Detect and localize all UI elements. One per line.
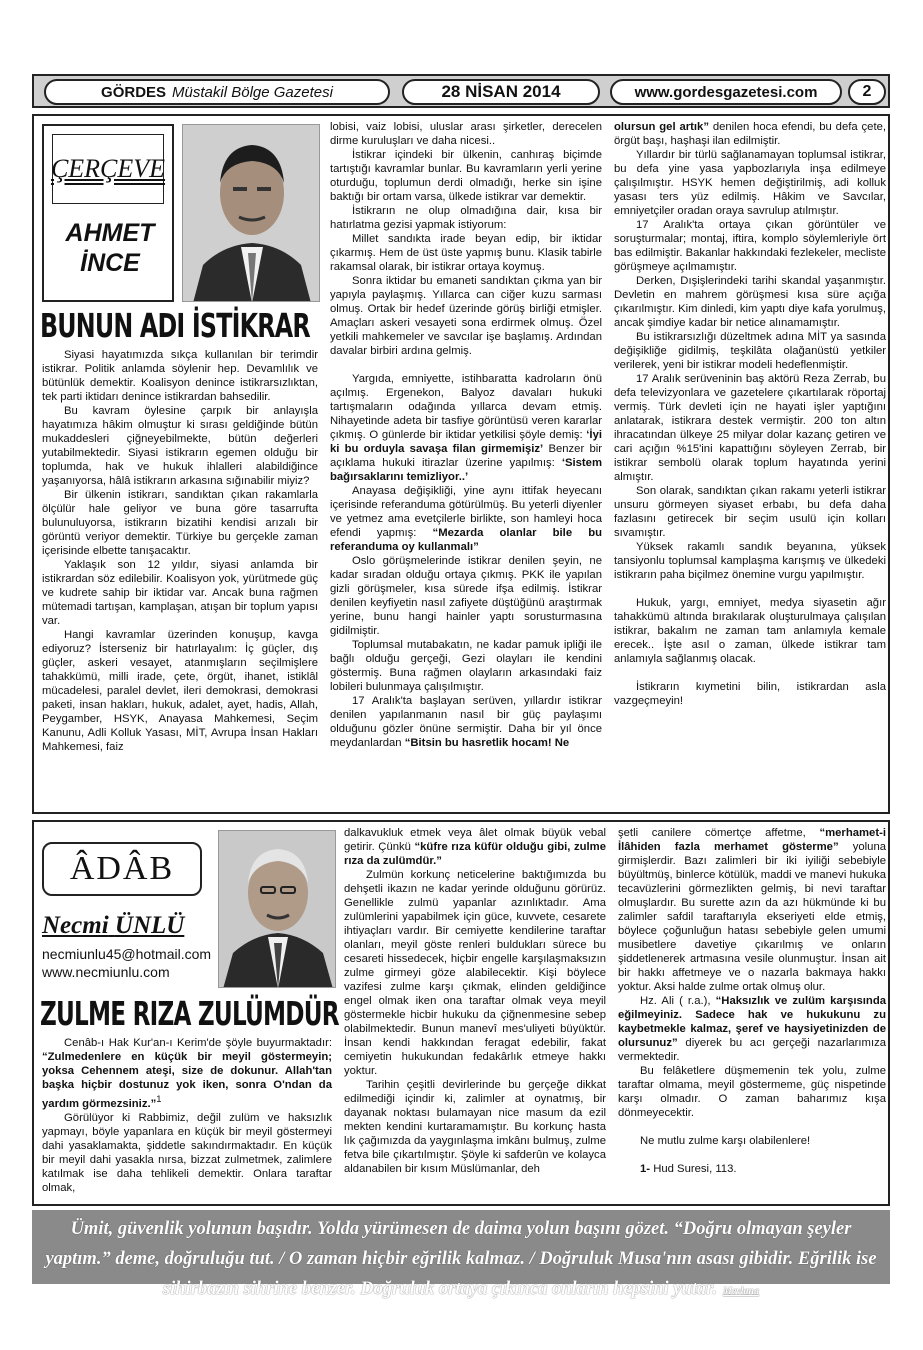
paragraph: Hangi kavramlar üzerinden konuşup, kavga ediyoruz? İsterseniz bir hatırlayalım: İç güçler, dış güçler, askeri vesayet, atanmışların seçilmişlere tahakkümü, milli irade, çete, örgüt, ihanet, istiklâl mücadelesi, paralel devlet, ileri demokrasi, demokrasi paketi, insan hakları, hukuk, adalet, ayet, hadis, Allah, Peygamber, HSYK, Anayasa Mahkemesi, Seçim Kanunu, Adli Kolluk Yasası, MİT, Avrupa İnsan Hakları Mahkemesi, faiz xyxy=(42,629,318,753)
article-bunun-adi-istikrar xyxy=(32,114,890,814)
banner-signature: Mevlana xyxy=(723,1286,760,1297)
paragraph: 17 Aralık'ta ortaya çıkan görüntüler ve soruşturmalar; montaj, iftira, komplo söylemleriyle ört bas edilmiştir. Bakanlar hakkındaki fezlekeler, mecliste görüşmeye açılmamıştır. xyxy=(614,219,886,273)
paragraph: Bir ülkenin istikrarı, sandıktan çıkan rakamlarla ölçülür hale geliyor ve buna göre tasarrufta bulunuluyorsa, istikrarın bizatihi kendisi arızalı bir görüntü veriyor demektir. Türkiye bu gerçekle zaman içerisinde elbette tanışacaktır. xyxy=(42,489,318,557)
paragraph: İstikrarın ne olup olmadığına dair, kısa bir hatırlatma gezisi yapmak istiyorum: xyxy=(330,205,602,231)
quote: “merhamet-i İlâhiden fazla merhamet gösterme” xyxy=(618,827,886,853)
paragraph: olursun gel artık” denilen hoca efendi, bu defa çete, örgüt başı, haşhaşi ilan edilmiştir. xyxy=(614,121,886,147)
paragraph: Anayasa değişikliği, yine aynı ittifak heyecanı içerisinde referanduma götürülmüş. Bu yeterli diyenler ve yetmez ama evetçilerle birlikte, son hamleyi hoca efendi yapmış: “Mezarda olanlar bile bu referanduma oy kullanmalı” xyxy=(330,485,603,553)
paragraph: İstikrar içindeki bir ülkenin, canhıraş biçimde tartıştığı kavramlar bunlar. Bu kavramların yerli yerine oturduğu, toplumun derdi olmadığı, herke sin işine baktığı bir ortam varsa, ülkede istikrar var demektir. xyxy=(330,149,602,203)
paragraph: İstikrarın kıymetini bilin, istikrardan asla vazgeçmeyin! xyxy=(614,681,886,707)
banner-quote: Ümit, güvenlik yolunun başıdır. Yolda yürümesen de daima yolun başını gözet. “Doğru olmayan şeyler yaptım.” deme, doğruluğu tut. / O zaman hiçbir eğrilik kalmaz. / Doğruluk Musa'nın asası gibidir. Eğrilik ise sihirbazın sihrine benzer. Doğruluk ortaya çıkınca onların hepsini yutar. xyxy=(45,1219,877,1299)
paragraph: Yıllardır bir türlü sağlanamayan toplumsal istikrar, bu defa yine yasa yapbozlarıyla inşa edilmeye çalışılmıştır. HSYK hemen değiştirilmiş, adi kolluk yasası ters yüz edilmiş. Hâkim ve Savcılar, emniyetçiler oradan oraya savrulup atılmıştır. xyxy=(614,149,886,217)
article1-column-1 xyxy=(42,348,318,754)
quote: “küfre rıza küfür olduğu gibi, zulme rıza da zulümdür.” xyxy=(344,841,606,867)
column-logo-box xyxy=(42,124,174,302)
paragraph: Zulmün korkunç neticelerine baktığımızda bu dehşetli ikazın ne kadar yerinde olduğunu görürüz. Genellikle zulmü yapanlar azınlıktadır. Ama zulümlerini yapabilmek için güce, kuvvete, cesarete ihtiyaçları vardır. Bir cemiyette kendilerine taraftar olanları, meyil göste renleri buldukları sürece bu cesareti hissedecek, hiçbir engelle karşılaşmaksızın zulme girmeyi göze alabilecektir. Kişi böylece vazifesi zulme karşı çıkmak, elinden geldiğince engel olmak iken ona taraftar olmak veya meyil göstermekle hicbir hukuku da çiğnenmesine sebep olabilmektedir. Bunun manevî mes'uliyeti büyüktür. İnsan kendi hakkından feragat edebilir, fakat cemiyetin hukukundan fedakârlık etmeye hakkı yoktur. xyxy=(344,869,606,1077)
paragraph: Yüksek rakamlı sandık beyanına, yüksek tansiyonlu toplumsal kamplaşma karışmış ve ülkedeki istikrarın paha biçilmez önemine vurgu yapılmıştır. xyxy=(614,541,886,581)
author-name: Necmi ÜNLÜ xyxy=(42,912,185,939)
article2-column-1 xyxy=(42,1036,332,1195)
footnote-ref: 1 xyxy=(156,1093,162,1104)
page-number: 2 xyxy=(848,79,886,105)
author-website: www.necmiunlu.com xyxy=(42,964,170,980)
quote-banner xyxy=(32,1210,890,1299)
paragraph: Son olarak, sandıktan çıkan rakamı yeterli istikrar unsuru görmeyen siyaset erbabı, bu defa daha fazlasını getirecek bir seçim usulü için kolları sıvamıştır. xyxy=(614,485,886,539)
paragraph: Tarihin çeşitli devirlerinde bu gerçeğe dikkat edilmediği içindir ki, zalimler at oynatmış, bir dayanak noktası bulamayan nice masum da ezil mekten kendini kurtaramamıştır. Bu korkunç hasta lık çağımızda da yaygınlaşma imkânı bulmuş, zulme fetva bile çıkartılmıştır. Şöyle ki safderûn ve kolayca aldanabilen bir kısım Müslümanlar, deh xyxy=(344,1079,606,1175)
quote: ‘İyi ki bu orduyla savaşa filan girmemişiz’ xyxy=(330,429,602,455)
author-name: AHMET İNCE xyxy=(65,219,155,277)
paragraph: Bu felâketlere düşmemenin tek yolu, zulme taraftar olmama, meyil göstermeme, güç nispetinde karşı olmadır. O zaman baharımız kışa dönmeyecektir. xyxy=(618,1065,886,1119)
quote: ‘Sistem bağırsaklarını temizliyor..’ xyxy=(330,457,602,483)
paper-website: www.gordesgazetesi.com xyxy=(610,79,842,105)
article-headline: ZULME RIZA ZULÜMDÜR xyxy=(40,994,339,1033)
column-logo: ÇERÇEVE xyxy=(52,134,164,204)
paper-name: GÖRDES xyxy=(101,83,167,101)
paragraph: lobisi, vaiz lobisi, uluslar arası şirketler, derecelen dirme kuruluşları ve daha nicesi.. xyxy=(330,121,602,147)
paragraph: dalkavukluk etmek veya âlet olmak büyük vebal getirir. Çünkü “küfre rıza küfür olduğu gibi, zulme rıza da zulümdür.” xyxy=(344,827,606,867)
paragraph: Cenâb-ı Hak Kur'an-ı Kerim'de şöyle buyurmaktadır: “Zulmedenlere en küçük bir meyil göstermeyin; yoksa Cehennem ateşi, size de dokunur. Allah'tan başka hiçbir dostunuz yok iken, sonra O'ndan da yardım görmezsiniz.”$^1$ xyxy=(42,1037,332,1110)
paragraph: Toplumsal mutabakatın, ne kadar pamuk ipliği ile bağlı olduğu gerçeği, Gezi olayları ile kendini göstermiş. Buna rağmen olayların arkasındaki faiz lobileri bulunmaya çalışılmıştır. xyxy=(330,639,602,693)
article-zulme-riza-zulumdur xyxy=(32,820,890,1206)
footnote: 1- Hud Suresi, 113. xyxy=(640,1163,737,1175)
paragraph: Sonra iktidar bu emaneti sandıktan çıkma yan bir yapıyla paylaşmış. Yıllarca can ciğer kuzu sarması olmuş. Ortak bir hedef üzerinde görüş birliği etmişler. Amaçları askeri vesayeti sona erdirmek olmuş. Özel yetkili mahkemeler ve savcılar işe başlamış. Ardından davalar birbiri ardına gelmiş. xyxy=(330,275,602,357)
author-email: necmiunlu45@hotmail.com xyxy=(42,946,212,962)
paragraph: Siyasi hayatımızda sıkça kullanılan bir terimdir istikrar. Politik anlamda söylenir hep. Devamlılık ve bütünlük demektir. Koalisyon denince istikrarsızlıktan, tek parti iktidarı denince istikrardan bahsedilir. xyxy=(42,349,318,403)
quote: “Zulmedenlere en küçük bir meyil göstermeyin; yoksa Cehennem ateşi, size de dokunur. Allah'tan başka hiçbir dostunuz yok iken, sonra O'ndan da yardım görmezsiniz.” xyxy=(42,1051,332,1110)
article2-column-3 xyxy=(618,826,886,1176)
paragraph: Derken, Dışişlerindeki tarihi skandal yaşanmıştır. Devletin en mahrem görüşmesi kısa süre açığa çıkarılmıştır. Kim dinledi, kim yaptı diye kafa yorulmuş, ancak şimdiye kadar bir netice alınamamıştır. xyxy=(614,275,886,329)
paragraph: şetli canilere cömertçe affetme, “merhamet-i İlâhiden fazla merhamet gösterme” yoluna girmişlerdir. Bazı zalimleri bir iki iyiliği sebebiyle büyültmüş, binlerce kötülük, maddi ve manevi hukuka tecavüzlerini görmezlikten gelmiş, bi nevi taraftar olmuşlardır. Bu surette azın da azı hükmünde ki bu zalimler safdil taraftarıyla ekseriyeti elde etmiş, böylece çoğunluğun hatası sebebiyle gelen umumi musibetlere davetiye çıkarılmış ve onların şiddetlenerek artmasına vesile olunmuştur. İnsan ait bir hakkı affetmeye ve o nazarla bakmaya hakkı yoktur. Aksi halde zulme ortak olmuş olur. xyxy=(618,827,887,993)
quote: olursun gel artık” xyxy=(614,121,709,133)
quote: “Bitsin bu hasretlik hocam! Ne xyxy=(404,737,570,749)
article-headline: BUNUN ADI İSTİKRAR xyxy=(40,306,310,345)
paragraph: Bu kavram öylesine çarpık bir anlayışla hayatımıza hâkim olmuştur ki sırası geldiğinde bütün mukaddesleri çiğneyebilmekte, bütün değerleri yutabilmektedir. Siyasi istikrarın egemen olduğu bir toplumda, hak ve hukuk ihlalleri alabildiğince yaşanıyorsa, hâlâ istikrarın arkasına sığınabilir miyiz? xyxy=(42,405,318,487)
quote: “Haksızlık ve zulüm karşısında eğilmeyiniz. Sadece hak ve hukukunu zu kaybetmekle kalmaz, şeref ve haysiyetinizden de olursunuz” xyxy=(618,995,887,1049)
quote: “Mezarda olanlar bile bu referanduma oy kullanmalı” xyxy=(330,527,603,553)
paper-name-pill xyxy=(44,79,390,105)
paragraph: Bu istikrarsızlığı düzeltmek adına MİT ya sasında değişikliğe gidilmiş, teşkilâta olağanüstü yetkiler verilerek, yeni bir istikrar modeli hedeflenmiştir. xyxy=(614,331,886,371)
article1-column-2 xyxy=(330,120,602,750)
article1-column-3 xyxy=(614,120,886,708)
author-photo xyxy=(182,124,320,302)
paper-subtitle: Müstakil Bölge Gazetesi xyxy=(172,83,333,101)
paragraph: Yargıda, emniyette, istihbaratta kadroların önü açılmış. Ergenekon, Balyoz davaları hukuki tartışmaların odağında yıllarca devam etmiş. Nihayetinde adeta bir tasfiye görüntüsü veren kararlar çıkmış. O günlerde bir iktidar yetkilisi şöyle demiş: ‘İyi ki bu orduyla savaşa filan girmemişiz’ Benzer bir açıklama hukuki itirazlar üzerine yapılmış: ‘Sistem bağırsaklarını temizliyor..’ xyxy=(330,373,603,483)
paragraph: Yaklaşık son 12 yıldır, siyasi anlamda bir istikrardan söz edilebilir. Koalisyon yok, yürütmede güç ve kudrete sahip bir iktidar var. Ancak buna rağmen mütemadi tartışan, kamplaşan, atışan bir toplum yapısı var. xyxy=(42,559,318,627)
masthead-bar xyxy=(32,74,890,108)
issue-date: 28 NİSAN 2014 xyxy=(402,79,600,105)
paragraph: Görülüyor ki Rabbimiz, değil zulüm ve haksızlık yapmayı, böyle yapanlara en küçük bir meyil göstermeyi dahi yasaklamakta, şiddetle sakındırmaktadır. En küçük bir meyil dahi yasakla nırsa, bizzat zulmetmek, zalimlere katılmak ise daha tehlikeli demektir. Onlara taraftar olmak, xyxy=(42,1111,332,1194)
paragraph: Oslo görüşmelerinde istikrar denilen şeyin, ne kadar sıradan olduğu ortaya çıkmış. PKK ile yapılan gizli görüşmeler, kısa sürede ifşa edilmiş. İstikrar denilen keyfiyetin nasıl zafiyete düştüğünü araştırmak yerine, bunu hangi hainler yaptı sorusturmasına gidilmiştir. xyxy=(330,555,602,637)
paragraph: Ne mutlu zulme karşı olabilenlere! xyxy=(640,1135,811,1147)
paragraph: Hukuk, yargı, emniyet, medya siyasetin ağır tahakkümü altında bırakılarak oluşturulmaya çalışılan istikrar, bakalım ne zaman tam anlamıyla kemale erecek.. İşte asıl o zaman, ülkede istikrar tam anlamıyla sağlanmış olacak. xyxy=(614,597,886,665)
paragraph: Millet sandıkta irade beyan edip, bir iktidar çıkarmış. Hem de üst üste yapmış bunu. Klasik tabirle rakamsal olarak, bir istikrar ortaya koymuş. xyxy=(330,233,602,273)
paragraph: Hz. Ali ( r.a.), “Haksızlık ve zulüm karşısında eğilmeyiniz. Sadece hak ve hukukunu zu kaybetmekle kalmaz, şeref ve haysiyetinizden de olursunuz” diyerek bu acı gerçeği nazarlarımıza vermektedir. xyxy=(618,995,887,1063)
paragraph: 17 Aralık'ta başlayan serüven, yıllardır istikrar denilen yapılanmanın nasıl bir güç paylaşımı olduğunu gözler önüne sermiştir. Daha bir yıl önce meydanlardan “Bitsin bu hasretlik hocam! Ne xyxy=(330,695,602,749)
author-photo xyxy=(218,830,336,988)
article2-column-2 xyxy=(344,826,606,1176)
column-logo: ÂDÂB xyxy=(42,842,202,896)
paragraph: 17 Aralık serüveninin baş aktörü Reza Zerrab, bu defa televizyonlara ve gazetelere çıkartılarak röportaj vermiş. Türk devleti için ne hayati işler yaptığını anlatarak, istikrara destek vermiştir. 200 ton altın ihracatından ülkeye 25 milyar dolar kazanç getiren ve cari açığın %15'ini kapattığını söyleyen Zerrab, bir istikrar sembolü olarak toplum hayatında yerini almıştır. xyxy=(614,373,886,483)
